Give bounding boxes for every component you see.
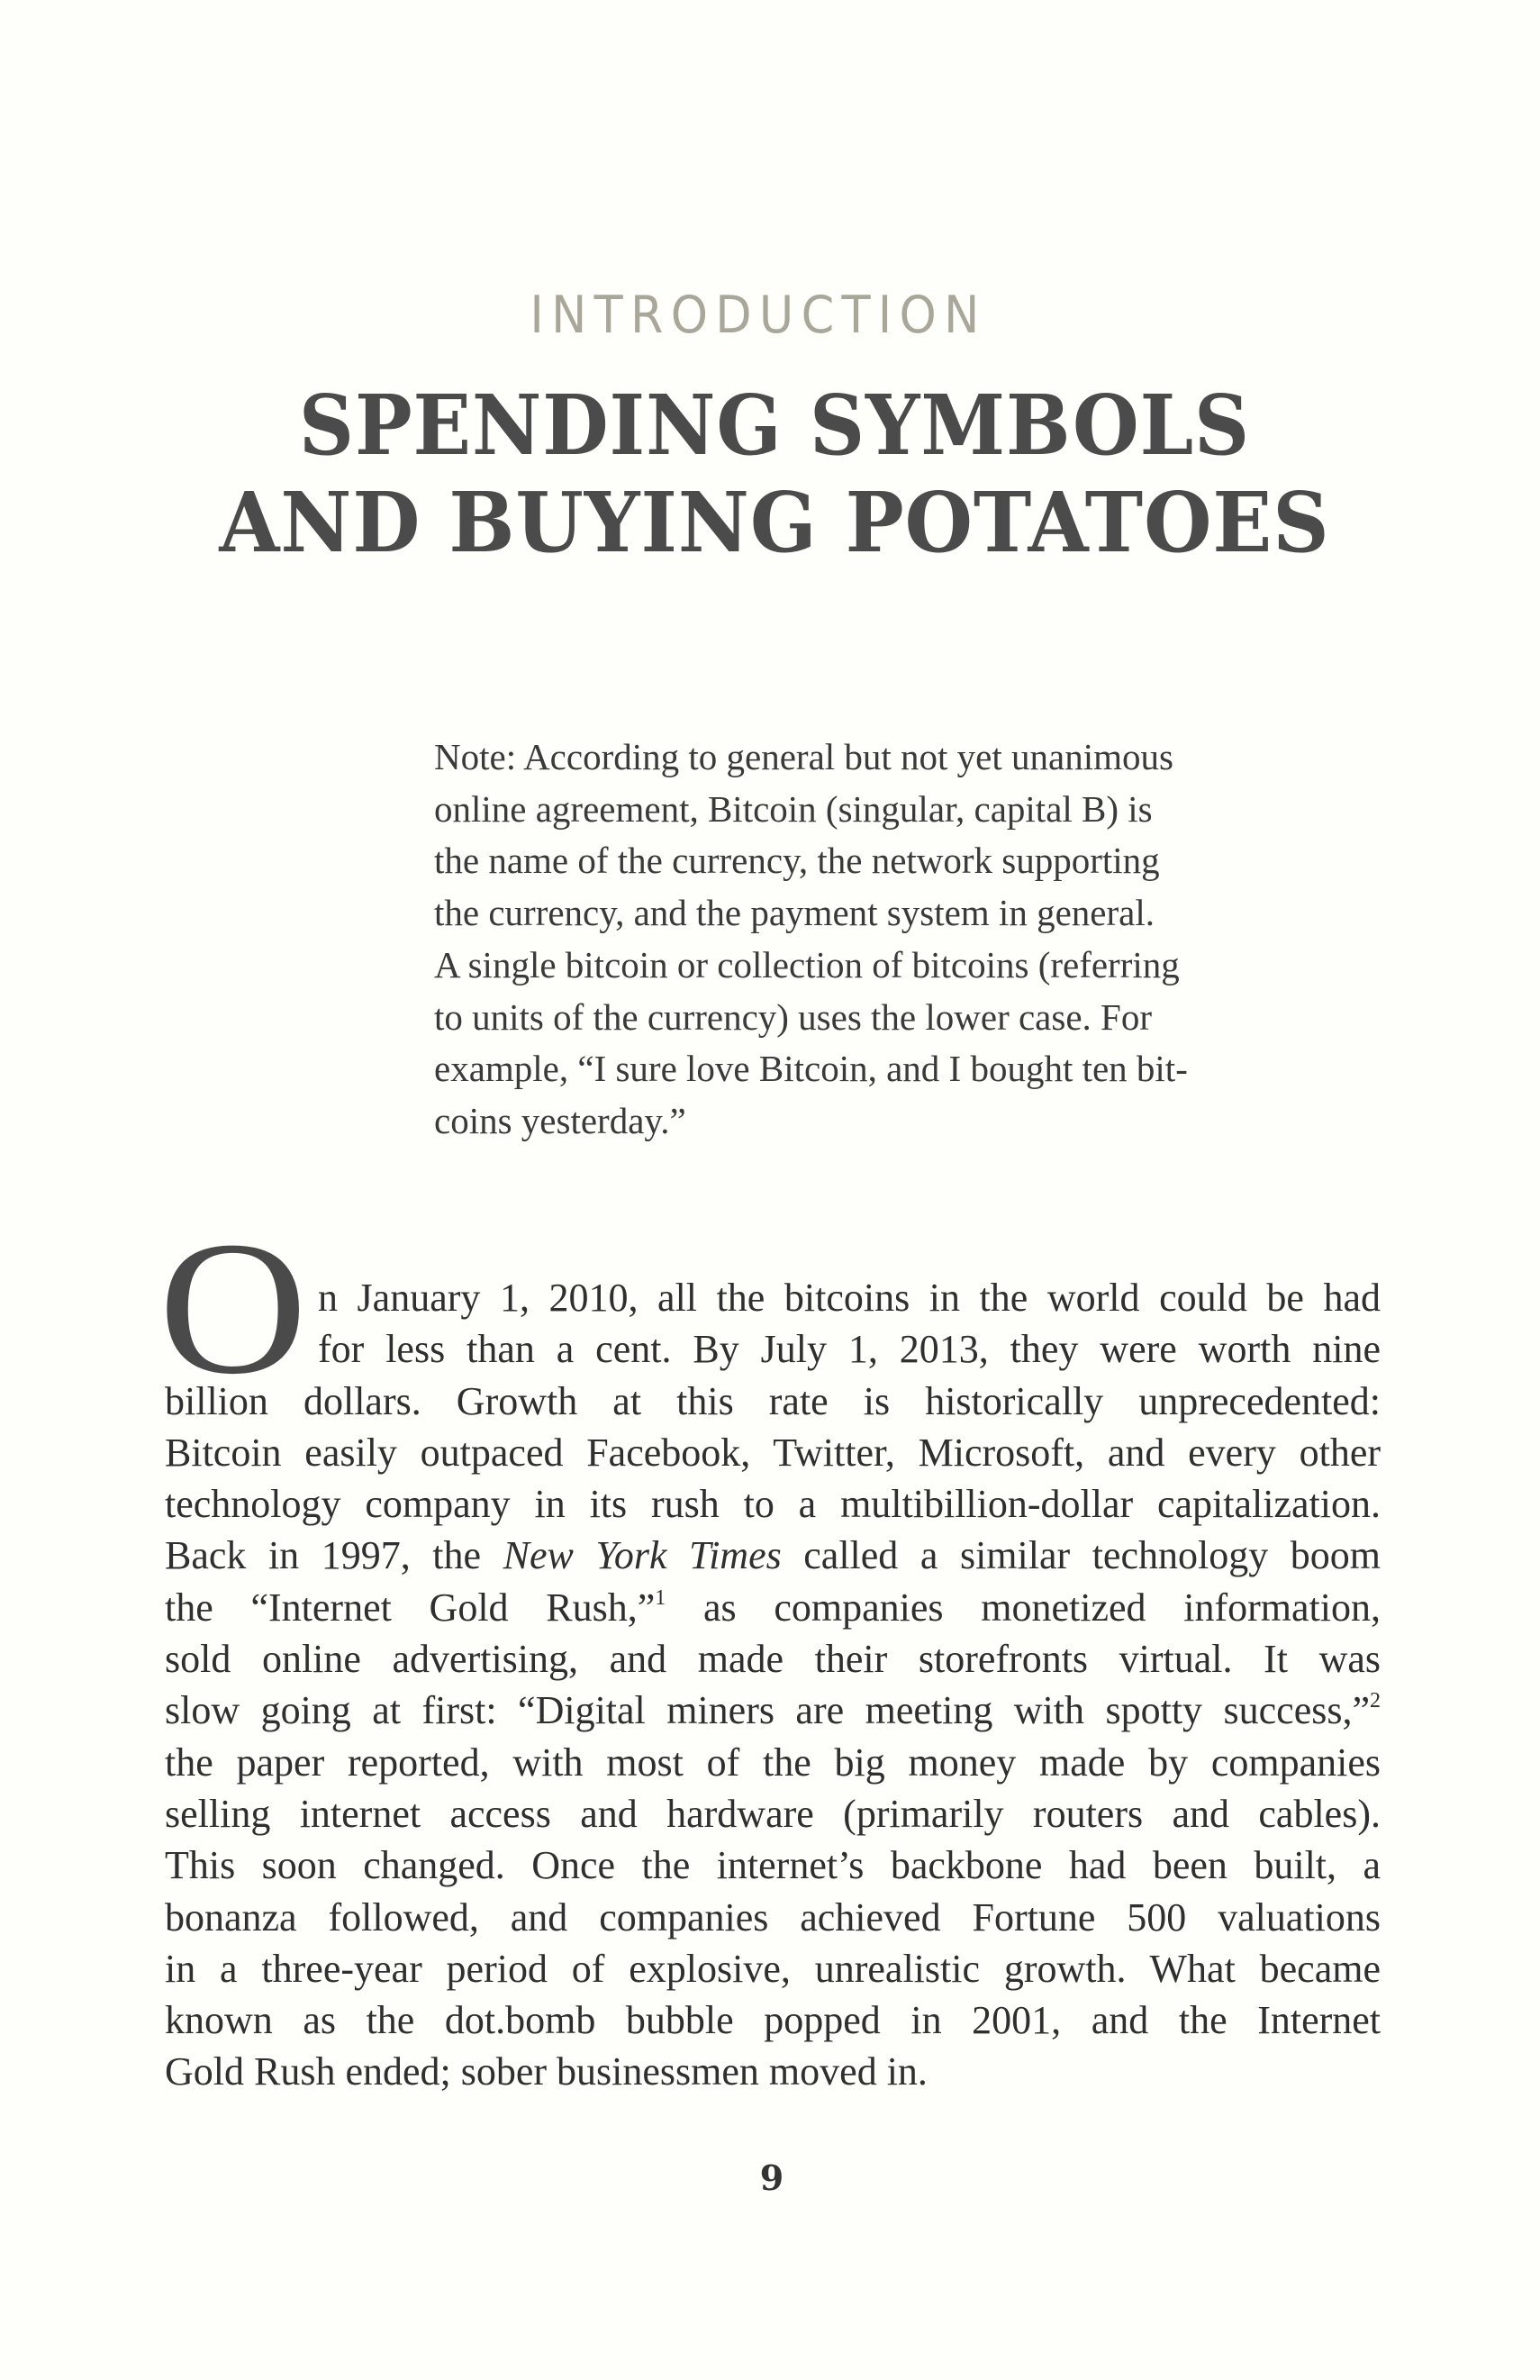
note-line: the currency, and the payment system in general. <box>434 892 1155 934</box>
body-line: technology company in its rush to a multibillion-dollar capitalization. <box>165 1482 1381 1527</box>
body-line: the “Internet Gold Rush,”$^1$ as companies monetized information, <box>165 1585 1381 1630</box>
chapter-label: INTRODUCTION <box>530 286 987 345</box>
note-line: the name of the currency, the network supporting <box>434 840 1160 882</box>
body-paragraph <box>165 1272 1381 2098</box>
body-line: Bitcoin easily outpaced Facebook, Twitter, Microsoft, and every other <box>165 1430 1381 1475</box>
note-line: A single bitcoin or collection of bitcoins (referring <box>434 943 1180 986</box>
note-line: Note: According to general but not yet unanimous <box>434 736 1173 777</box>
chapter-title-line-1: SPENDING SYMBOLS <box>298 377 1251 474</box>
page-number: 9 <box>759 2157 784 2198</box>
body-line: known as the dot.bomb bubble popped in 2001, and the Internet <box>165 1998 1381 2043</box>
body-line: billion dollars. Growth at this rate is historically unprecedented: <box>165 1378 1381 1423</box>
body-line: sold online advertising, and made their storefronts virtual. It was <box>165 1637 1381 1682</box>
drop-cap: O <box>159 1202 308 1413</box>
body-line: slow going at first: “Digital miners are meeting with spotty success,”$^2$ <box>165 1688 1381 1733</box>
publication-title: New York Times <box>503 1533 782 1578</box>
note-line: example, “I sure love Bitcoin, and I bought ten bit- <box>434 1048 1188 1090</box>
body-line: Gold Rush ended; sober businessmen moved in. <box>165 2049 928 2094</box>
body-line: in a three-year period of explosive, unrealistic growth. What became <box>165 1946 1381 1991</box>
chapter-title-line-2: AND BUYING POTATOES <box>219 474 1330 571</box>
body-line: n January 1, 2010, all the bitcoins in the world could be had <box>318 1276 1381 1320</box>
usage-note <box>434 731 1353 1148</box>
note-line: online agreement, Bitcoin (singular, capital B) is <box>434 787 1153 830</box>
note-line: to units of the currency) uses the lower case. For <box>434 995 1152 1038</box>
footnote-marker: 1 <box>655 1585 666 1610</box>
body-line: for less than a cent. By July 1, 2013, they were worth nine <box>318 1327 1381 1372</box>
note-line: coins yesterday.” <box>434 1099 686 1141</box>
chapter-title <box>140 377 1409 571</box>
body-line: Back in 1997, the New York Times called a similar technology boom <box>165 1533 1381 1578</box>
body-line: This soon changed. Once the internet’s backbone had been built, a <box>165 1843 1381 1888</box>
body-line: selling internet access and hardware (primarily routers and cables). <box>165 1791 1381 1836</box>
body-line: the paper reported, with most of the big money made by companies <box>165 1740 1381 1785</box>
body-line: bonanza followed, and companies achieved Fortune 500 valuations <box>165 1894 1381 1939</box>
footnote-marker: 2 <box>1370 1689 1381 1713</box>
